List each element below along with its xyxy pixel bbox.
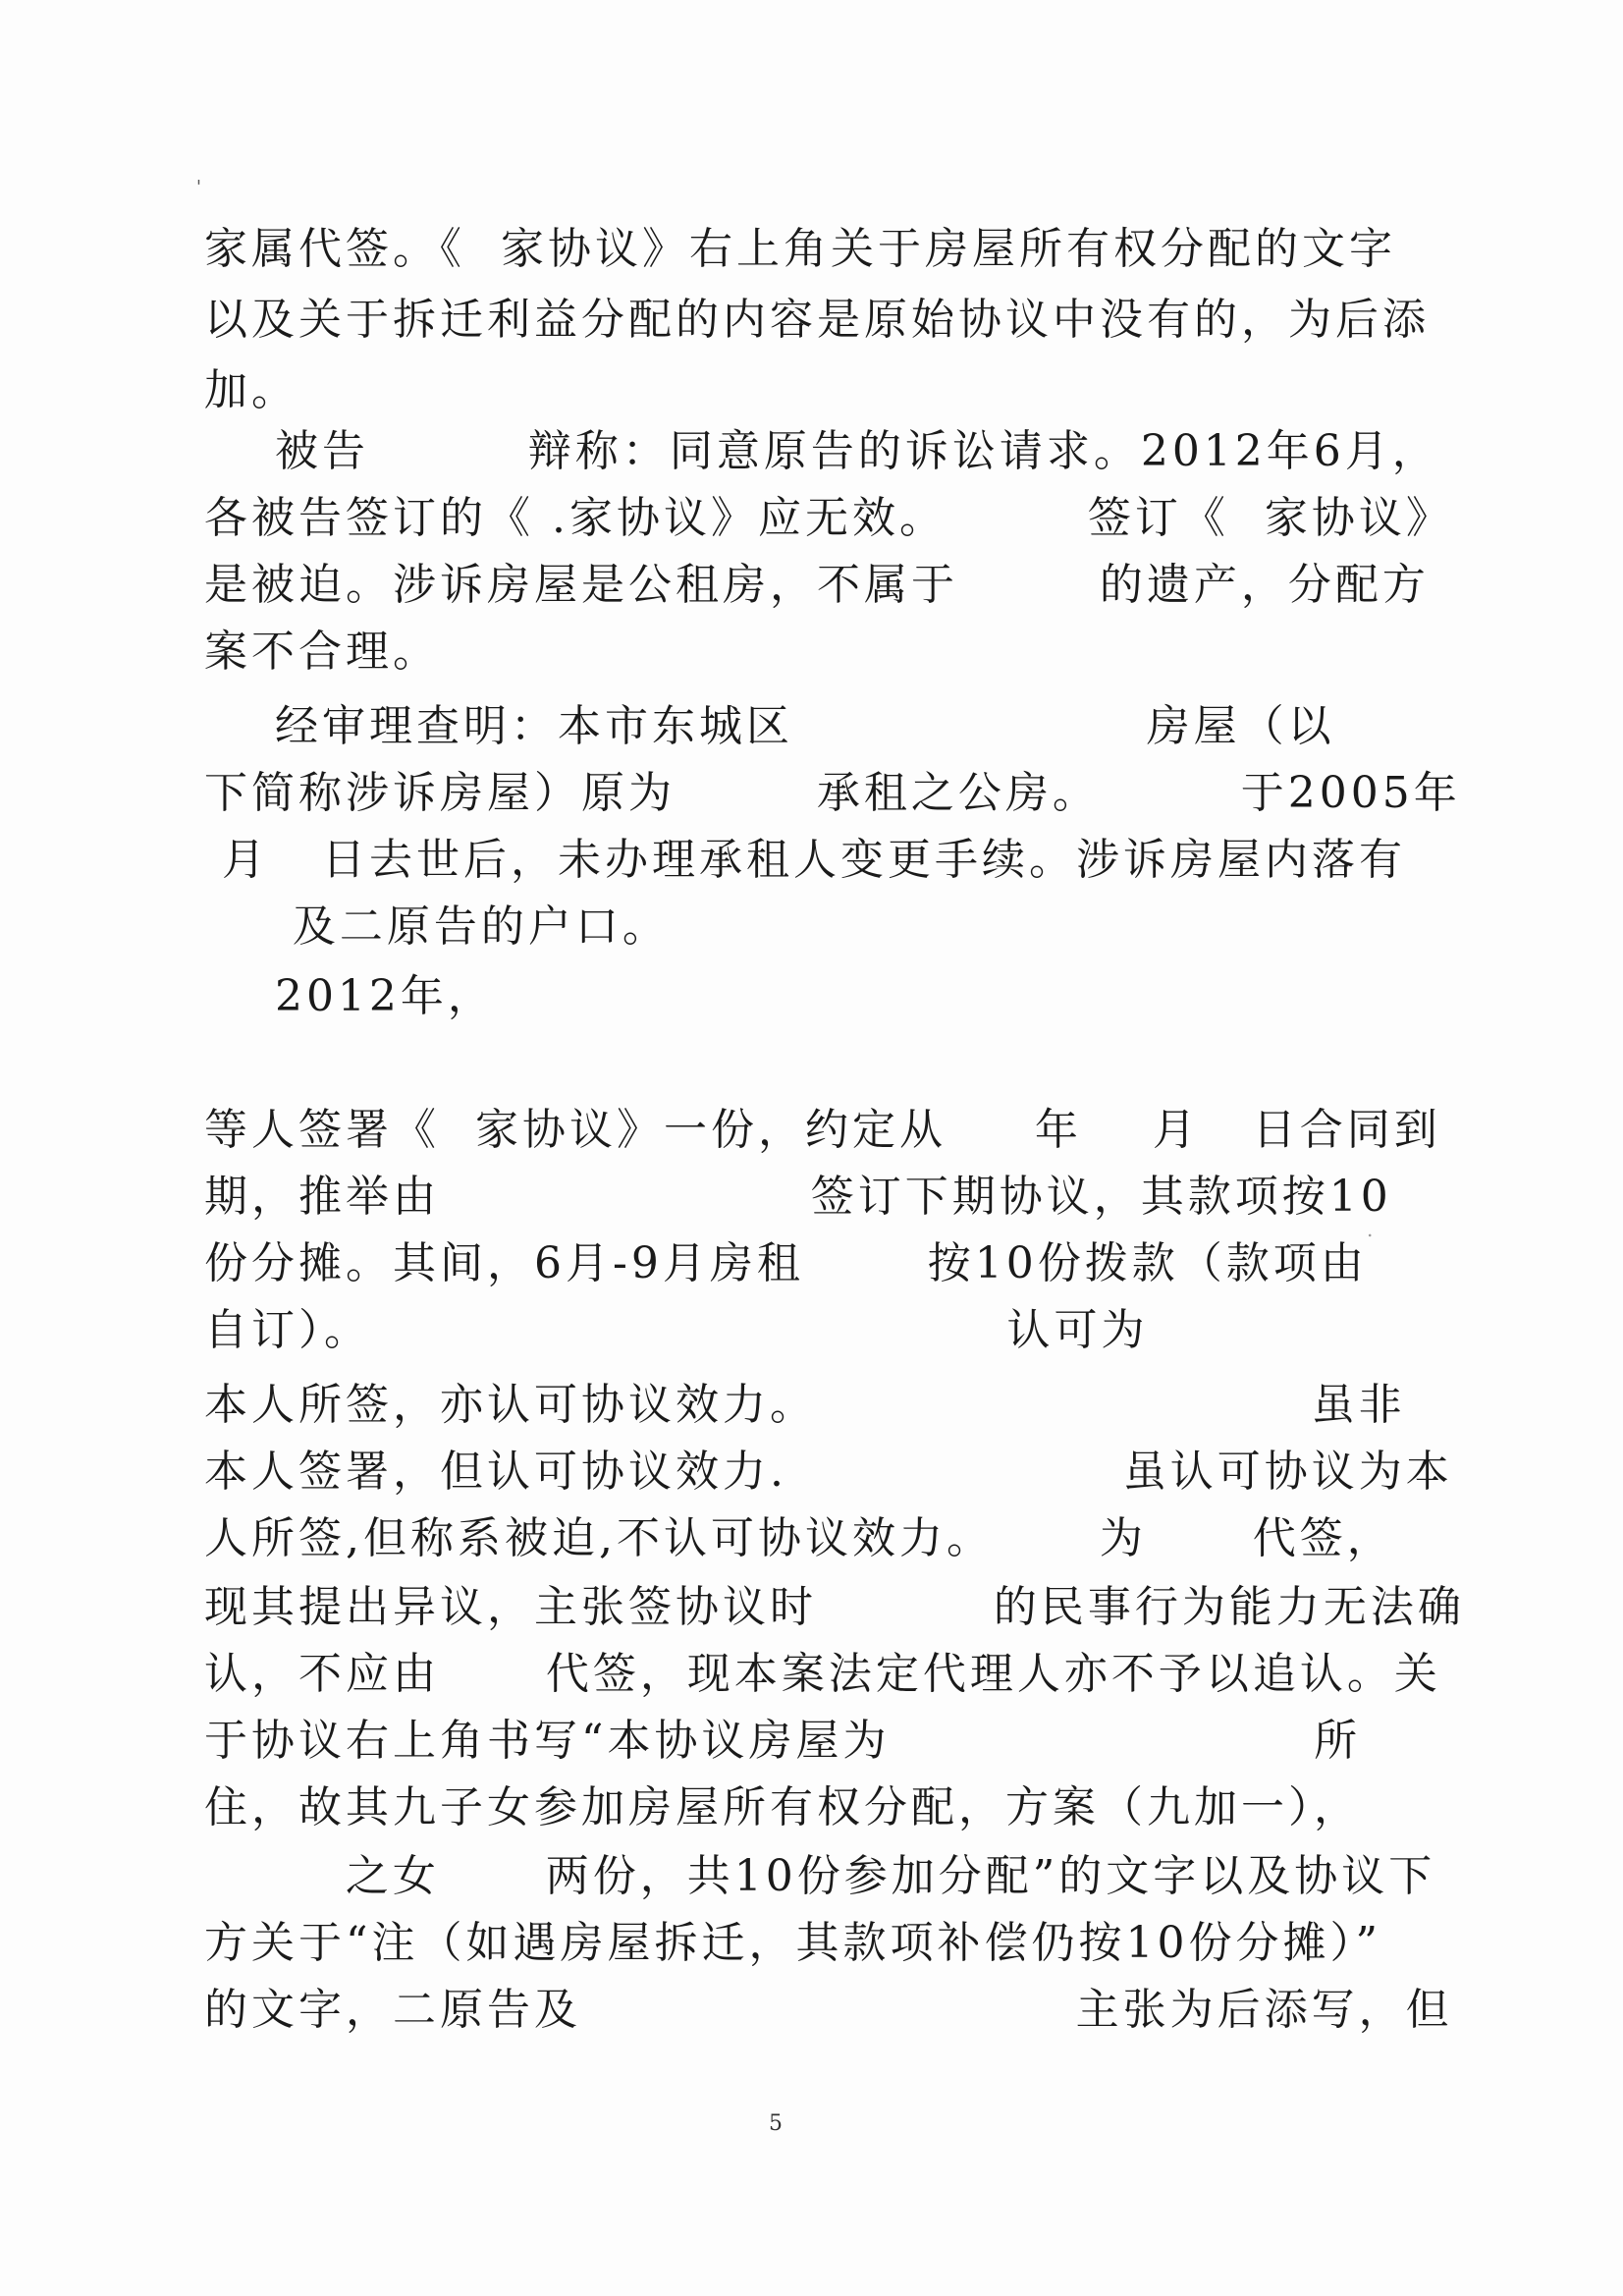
text-line-16: 份分摊。其间，6月-9月房租 按10份拨款（款项由	[204, 1238, 1368, 1288]
text-line-5: 各被告签订的《 .家协议》应无效。 签订《 家协议》	[204, 493, 1453, 543]
text-line-21: 现其提出异议，主张签协议时 的民事行为能力无法确	[204, 1582, 1465, 1632]
text-line-9: 下简称涉诉房屋）原为 承租之公房。 于2005年	[204, 768, 1461, 818]
text-line-18: 本人所签，亦认可协议效力。 虽非	[204, 1380, 1406, 1430]
text-line-20: 人所签,但称系被迫,不认可协议效力。 为 代签，	[204, 1513, 1394, 1563]
text-line-7: 案不合理。	[204, 627, 440, 677]
text-line-23: 于协议右上角书写“本协议房屋为 所	[204, 1716, 1362, 1766]
text-line-24: 住，故其九子女参加房屋所有权分配，方案（九加一），	[204, 1782, 1361, 1832]
text-line-3: 加。	[204, 365, 298, 415]
text-line-4: 被告 辩称：同意原告的诉讼请求。2012年6月，	[204, 426, 1439, 476]
text-line-12: 2012年，	[204, 971, 495, 1021]
text-line-10: 月 日去世后，未办理承租人变更手续。涉诉房屋内落有	[204, 835, 1406, 885]
text-line-25: 之女 两份，共10份参加分配”的文字以及协议下	[204, 1851, 1436, 1901]
text-line-1: 家属代签。《 家协议》右上角关于房屋所有权分配的文字	[204, 224, 1396, 274]
text-line-11: 及二原告的户口。	[204, 902, 670, 952]
text-line-15: 期，推举由 签订下期协议，其款项按10	[204, 1172, 1392, 1222]
text-line-22: 认，不应由 代签，现本案法定代理人亦不予以追认。关	[204, 1649, 1441, 1699]
text-line-6: 是被迫。涉诉房屋是公租房，不属于 的遗产，分配方	[204, 560, 1430, 610]
text-line-8: 经审理查明：本市东城区 房屋（以	[204, 701, 1335, 751]
text-line-26: 方关于“注（如遇房屋拆迁，其款项补偿仍按10份分摊）”	[204, 1918, 1381, 1968]
text-line-14: 等人签署《 家协议》一份，约定从 年 月 日合同到	[204, 1105, 1441, 1155]
text-line-27: 的文字，二原告及 主张为后添写，但	[204, 1985, 1453, 2035]
scan-speck: .	[1367, 1218, 1374, 1241]
page-number: 5	[769, 2111, 783, 2136]
text-line-2: 以及关于拆迁利益分配的内容是原始协议中没有的，为后添	[204, 295, 1430, 345]
text-line-19: 本人签署，但认可协议效力. 虽认可协议为本	[204, 1447, 1453, 1497]
text-line-17: 自订）。 认可为	[204, 1305, 1149, 1355]
stray-mark: '	[196, 177, 201, 197]
